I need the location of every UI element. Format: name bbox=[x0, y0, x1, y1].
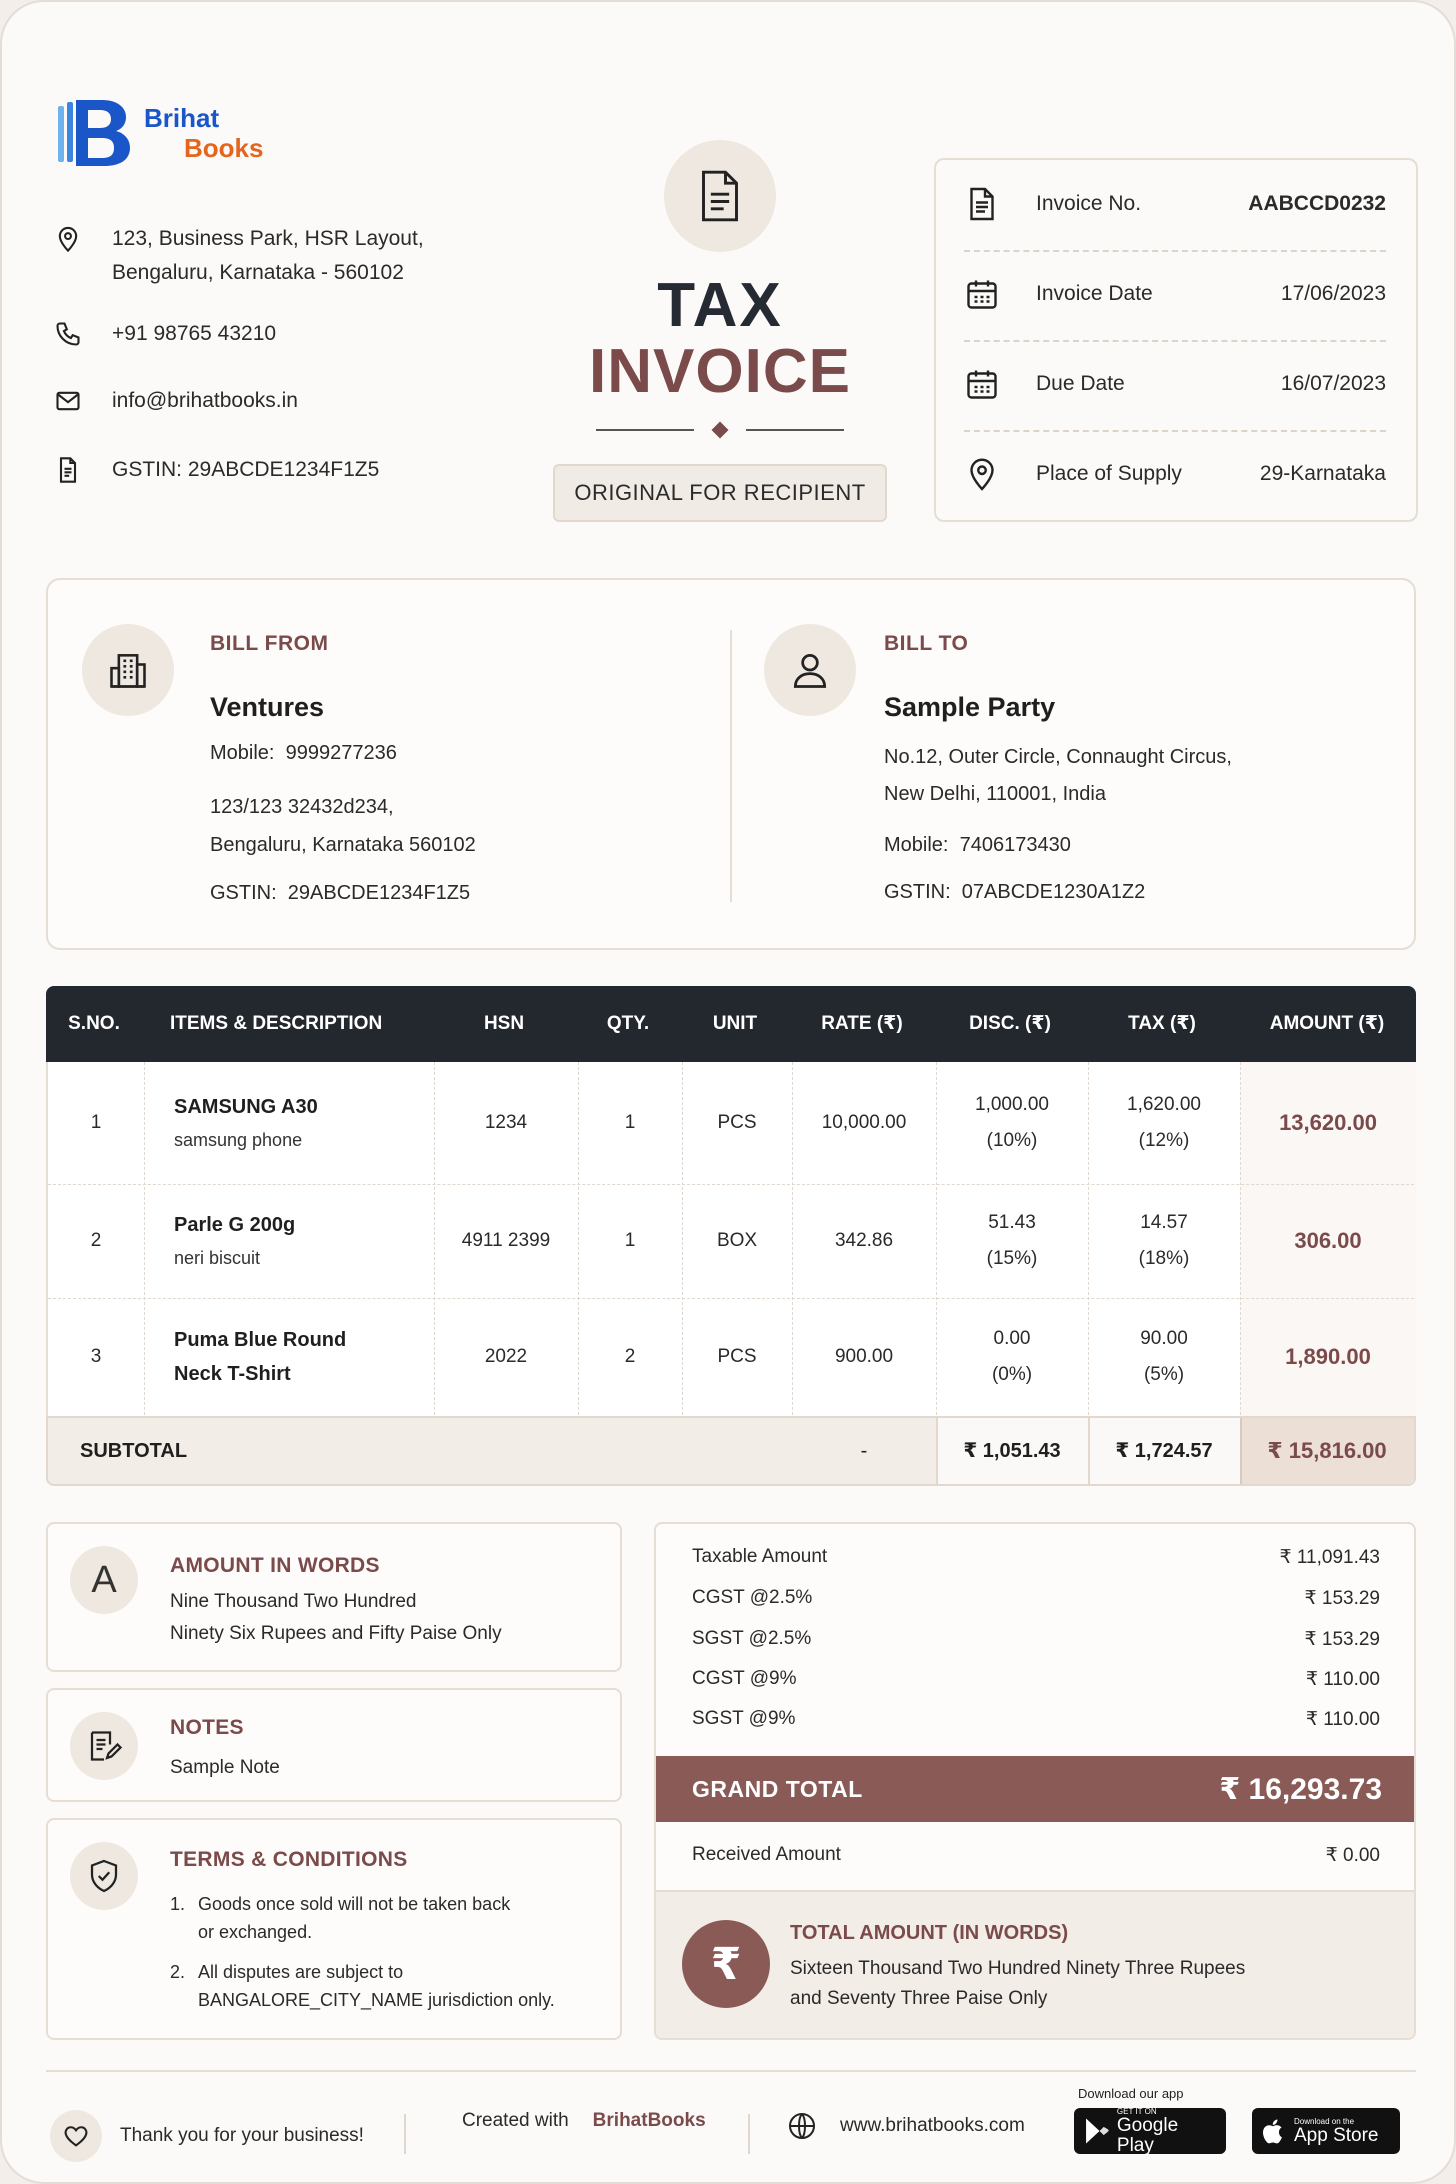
cell-amount: 13,620.00 bbox=[1279, 1110, 1377, 1135]
item-name: Puma Blue Round bbox=[174, 1329, 347, 1351]
mobile-label: Mobile: bbox=[210, 742, 275, 764]
terms-heading: TERMS & CONDITIONS bbox=[170, 1848, 408, 1871]
meta-value: 17/06/2023 bbox=[1280, 282, 1386, 305]
col-qty: QTY. bbox=[606, 1013, 650, 1034]
cell-hsn: 4911 2399 bbox=[461, 1230, 551, 1251]
total-line-sgst-2-5 bbox=[692, 1628, 1380, 1651]
cell-tax: 90.00 bbox=[1140, 1328, 1188, 1349]
terms-card bbox=[46, 1818, 622, 2040]
table-row bbox=[48, 1062, 1414, 1184]
address-line-2: Bengaluru, Karnataka - 560102 bbox=[112, 261, 404, 284]
item-name: Parle G 200g bbox=[174, 1214, 296, 1236]
cell-unit: PCS bbox=[717, 1346, 757, 1367]
total-value: ₹ 153.29 bbox=[1304, 1629, 1380, 1650]
notes-heading: NOTES bbox=[170, 1716, 244, 1739]
address-line-1: 123, Business Park, HSR Layout, bbox=[112, 227, 424, 250]
item-description: samsung phone bbox=[174, 1130, 303, 1150]
notes-text: Sample Note bbox=[170, 1757, 280, 1778]
bill-from-address-1: 123/123 32432d234, bbox=[210, 796, 394, 818]
title-tax: TAX bbox=[657, 271, 783, 340]
terms-text-1b: or exchanged. bbox=[198, 1922, 313, 1942]
location-pin-icon bbox=[54, 225, 82, 253]
note-edit-icon bbox=[70, 1712, 138, 1780]
logo-text-brihat: Brihat bbox=[144, 103, 220, 133]
title-divider bbox=[596, 420, 844, 440]
meta-value: 29-Karnataka bbox=[1259, 462, 1386, 485]
total-label: CGST @9% bbox=[692, 1668, 797, 1689]
mobile-label: Mobile: bbox=[884, 834, 949, 856]
subtotal-amount: ₹ 15,816.00 bbox=[1267, 1438, 1387, 1463]
cell-rate: 342.86 bbox=[834, 1230, 894, 1251]
original-for-recipient-badge: ORIGINAL FOR RECIPIENT bbox=[553, 464, 887, 522]
total-words-line-1: Sixteen Thousand Two Hundred Ninety Three Rupees bbox=[790, 1958, 1246, 1979]
grand-total-value: ₹ 16,293.73 bbox=[1219, 1772, 1382, 1806]
company-phone bbox=[54, 317, 276, 351]
table-body bbox=[46, 1062, 1416, 1472]
total-label: Taxable Amount bbox=[692, 1546, 828, 1567]
footer-thanks bbox=[50, 2110, 364, 2162]
footer-created-with bbox=[462, 2110, 706, 2132]
logo-b-icon bbox=[54, 98, 136, 168]
gstin-text: GSTIN: 29ABCDE1234F1Z5 bbox=[112, 458, 380, 481]
bill-to-gstin bbox=[884, 881, 1145, 904]
footer-website bbox=[786, 2110, 1025, 2142]
letter-a-icon: A bbox=[70, 1546, 138, 1614]
cell-tax: 14.57 bbox=[1140, 1212, 1188, 1233]
total-label: SGST @2.5% bbox=[692, 1628, 812, 1649]
total-line-cgst-9 bbox=[692, 1668, 1380, 1691]
email-link[interactable]: info@brihatbooks.in bbox=[112, 389, 298, 412]
brand-link[interactable]: BrihatBooks bbox=[592, 2110, 706, 2131]
cell-disc-pct: (0%) bbox=[991, 1364, 1033, 1385]
company-gstin bbox=[54, 453, 379, 487]
google-play-small: GET IT ON bbox=[1116, 2106, 1157, 2116]
cell-disc: 0.00 bbox=[993, 1328, 1031, 1349]
cell-sno: 3 bbox=[90, 1346, 102, 1367]
cell-disc-pct: (15%) bbox=[986, 1248, 1038, 1269]
col-sno: S.NO. bbox=[68, 1013, 120, 1034]
rupee-icon: ₹ bbox=[682, 1920, 770, 2008]
mobile-value: 9999277236 bbox=[285, 742, 397, 764]
cell-hsn: 1234 bbox=[484, 1112, 528, 1133]
cell-amount: 306.00 bbox=[1294, 1228, 1362, 1253]
bill-to-mobile bbox=[884, 834, 1071, 857]
calendar-icon bbox=[964, 366, 1000, 402]
mail-icon bbox=[54, 387, 82, 415]
gstin-value: 29ABCDE1234F1Z5 bbox=[287, 882, 471, 904]
mobile-value: 7406173430 bbox=[959, 834, 1071, 856]
cell-qty: 1 bbox=[624, 1112, 636, 1133]
cell-rate: 900.00 bbox=[834, 1346, 894, 1367]
bill-from-gstin bbox=[210, 882, 470, 905]
bill-to-address-1: No.12, Outer Circle, Connaught Circus, bbox=[884, 746, 1232, 768]
col-tax: TAX (₹) bbox=[1128, 1013, 1196, 1034]
totals-panel bbox=[654, 1522, 1416, 2040]
cell-unit: BOX bbox=[716, 1230, 758, 1251]
cell-tax: 1,620.00 bbox=[1127, 1094, 1201, 1115]
company-address bbox=[54, 222, 424, 290]
phone-number: +91 98765 43210 bbox=[112, 322, 277, 345]
item-name-line-2: Neck T-Shirt bbox=[174, 1363, 291, 1385]
title-invoice: INVOICE bbox=[589, 337, 851, 406]
cell-qty: 1 bbox=[624, 1230, 636, 1251]
company-email bbox=[54, 384, 298, 418]
billing-parties-panel bbox=[46, 578, 1416, 950]
meta-due-date bbox=[964, 340, 1386, 428]
item-name: SAMSUNG A30 bbox=[174, 1096, 318, 1118]
terms-num: 1. bbox=[170, 1894, 186, 1914]
terms-text-1: Goods once sold will not be taken back bbox=[198, 1894, 511, 1914]
download-app-label: Download our app bbox=[1078, 2086, 1184, 2101]
grand-total-label: GRAND TOTAL bbox=[692, 1775, 863, 1802]
meta-label: Invoice Date bbox=[1036, 282, 1153, 305]
grand-total-bar bbox=[656, 1756, 1416, 1822]
amount-words-line-2: Ninety Six Rupees and Fifty Paise Only bbox=[170, 1623, 502, 1644]
col-items: ITEMS & DESCRIPTION bbox=[170, 1013, 383, 1034]
total-label: CGST @2.5% bbox=[692, 1587, 813, 1608]
col-disc: DISC. (₹) bbox=[969, 1013, 1051, 1034]
website-link[interactable]: www.brihatbooks.com bbox=[840, 2115, 1025, 2136]
amount-words-line-1: Nine Thousand Two Hundred bbox=[170, 1591, 417, 1612]
subtotal-label: SUBTOTAL bbox=[80, 1440, 188, 1462]
document-icon bbox=[964, 186, 1000, 222]
terms-text-2: All disputes are subject to bbox=[198, 1962, 404, 1982]
total-words-line-2: and Seventy Three Paise Only bbox=[790, 1988, 1048, 2009]
col-unit: UNIT bbox=[712, 1013, 758, 1034]
gstin-label: GSTIN: bbox=[210, 882, 277, 904]
document-icon bbox=[54, 456, 82, 484]
meta-place-of-supply bbox=[964, 430, 1386, 518]
shield-check-icon bbox=[70, 1842, 138, 1910]
terms-item bbox=[170, 1890, 511, 1918]
bill-to-address-2: New Delhi, 110001, India bbox=[884, 783, 1106, 805]
total-value: ₹ 110.00 bbox=[1305, 1669, 1380, 1690]
bill-from-address-2: Bengaluru, Karnataka 560102 bbox=[210, 834, 476, 856]
user-icon bbox=[764, 624, 856, 716]
subtotal-dash: - bbox=[860, 1440, 868, 1462]
cell-disc: 51.43 bbox=[988, 1212, 1036, 1233]
col-hsn: HSN bbox=[483, 1013, 525, 1034]
received-value: ₹ 0.00 bbox=[1325, 1845, 1380, 1866]
total-line-sgst-9 bbox=[692, 1708, 1380, 1731]
meta-value: 16/07/2023 bbox=[1280, 372, 1386, 395]
amount-words-heading: AMOUNT IN WORDS bbox=[170, 1554, 380, 1577]
total-line-cgst-2-5 bbox=[692, 1587, 1380, 1610]
terms-text-2b: BANGALORE_CITY_NAME jurisdiction only. bbox=[198, 1990, 555, 2010]
app-store-button[interactable] bbox=[1252, 2108, 1400, 2154]
app-store-small: Download on the bbox=[1294, 2116, 1355, 2126]
bill-from-mobile bbox=[210, 742, 397, 765]
building-icon bbox=[82, 624, 174, 716]
globe-icon bbox=[786, 2110, 818, 2142]
item-description: neri biscuit bbox=[174, 1248, 261, 1268]
invoice-meta-panel bbox=[934, 158, 1418, 522]
total-amount-words-box bbox=[656, 1892, 1416, 2040]
table-row bbox=[48, 1298, 1414, 1416]
invoice-document-icon bbox=[664, 140, 776, 252]
subtotal-row bbox=[46, 1416, 1416, 1486]
google-play-button[interactable] bbox=[1074, 2108, 1226, 2154]
gstin-value: 07ABCDE1230A1Z2 bbox=[961, 881, 1146, 903]
total-label: SGST @9% bbox=[692, 1708, 796, 1729]
cell-tax-pct: (12%) bbox=[1138, 1130, 1190, 1151]
meta-label: Place of Supply bbox=[1036, 462, 1182, 485]
app-store-big: App Store bbox=[1294, 2124, 1379, 2146]
cell-tax-pct: (18%) bbox=[1138, 1248, 1190, 1269]
meta-label: Due Date bbox=[1036, 372, 1125, 395]
logo-text-books: Books bbox=[184, 133, 264, 163]
calendar-icon bbox=[964, 276, 1000, 312]
subtotal-disc: ₹ 1,051.43 bbox=[963, 1440, 1061, 1462]
bill-to-heading: BILL TO bbox=[884, 632, 969, 655]
thanks-text: Thank you for your business! bbox=[120, 2125, 364, 2146]
meta-invoice-date bbox=[964, 250, 1386, 338]
bill-to-name: Sample Party bbox=[884, 692, 1056, 722]
total-value: ₹ 11,091.43 bbox=[1279, 1547, 1380, 1568]
table-row bbox=[48, 1184, 1414, 1298]
meta-invoice-no bbox=[964, 160, 1386, 248]
cell-qty: 2 bbox=[624, 1346, 636, 1367]
cell-amount: 1,890.00 bbox=[1285, 1344, 1371, 1369]
cell-tax-pct: (5%) bbox=[1143, 1364, 1185, 1385]
total-words-heading: TOTAL AMOUNT (IN WORDS) bbox=[790, 1922, 1069, 1944]
phone-icon bbox=[54, 320, 82, 348]
created-with-text: Created with bbox=[462, 2110, 569, 2131]
cell-rate: 10,000.00 bbox=[821, 1112, 907, 1133]
subtotal-tax: ₹ 1,724.57 bbox=[1115, 1440, 1213, 1462]
bill-from-name: Ventures bbox=[210, 692, 325, 722]
cell-disc-pct: (10%) bbox=[986, 1130, 1038, 1151]
col-rate: RATE (₹) bbox=[821, 1013, 903, 1034]
apple-icon bbox=[1262, 2117, 1286, 2145]
google-play-icon bbox=[1084, 2117, 1109, 2145]
table-header bbox=[46, 986, 1416, 1062]
heart-icon bbox=[50, 2110, 102, 2162]
cell-sno: 2 bbox=[90, 1230, 102, 1251]
amount-in-words-card bbox=[46, 1522, 622, 1672]
col-amount: AMOUNT (₹) bbox=[1269, 1013, 1385, 1034]
gstin-label: GSTIN: bbox=[884, 881, 951, 903]
received-amount-line bbox=[692, 1844, 1380, 1867]
cell-unit: PCS bbox=[717, 1112, 757, 1133]
terms-num: 2. bbox=[170, 1962, 186, 1982]
notes-card bbox=[46, 1688, 622, 1802]
total-value: ₹ 153.29 bbox=[1304, 1588, 1380, 1609]
location-pin-icon bbox=[964, 456, 1000, 492]
brand-logo bbox=[54, 98, 263, 168]
meta-label: Invoice No. bbox=[1036, 192, 1142, 215]
terms-item bbox=[170, 1958, 404, 1986]
received-label: Received Amount bbox=[692, 1844, 841, 1865]
total-line-taxable bbox=[692, 1546, 1380, 1569]
cell-sno: 1 bbox=[90, 1112, 102, 1133]
bill-from-heading: BILL FROM bbox=[210, 632, 329, 655]
cell-hsn: 2022 bbox=[484, 1346, 528, 1367]
google-play-big: Google Play bbox=[1116, 2114, 1179, 2156]
total-value: ₹ 110.00 bbox=[1305, 1709, 1380, 1730]
cell-disc: 1,000.00 bbox=[975, 1094, 1049, 1115]
meta-value: AABCCD0232 bbox=[1248, 192, 1386, 215]
